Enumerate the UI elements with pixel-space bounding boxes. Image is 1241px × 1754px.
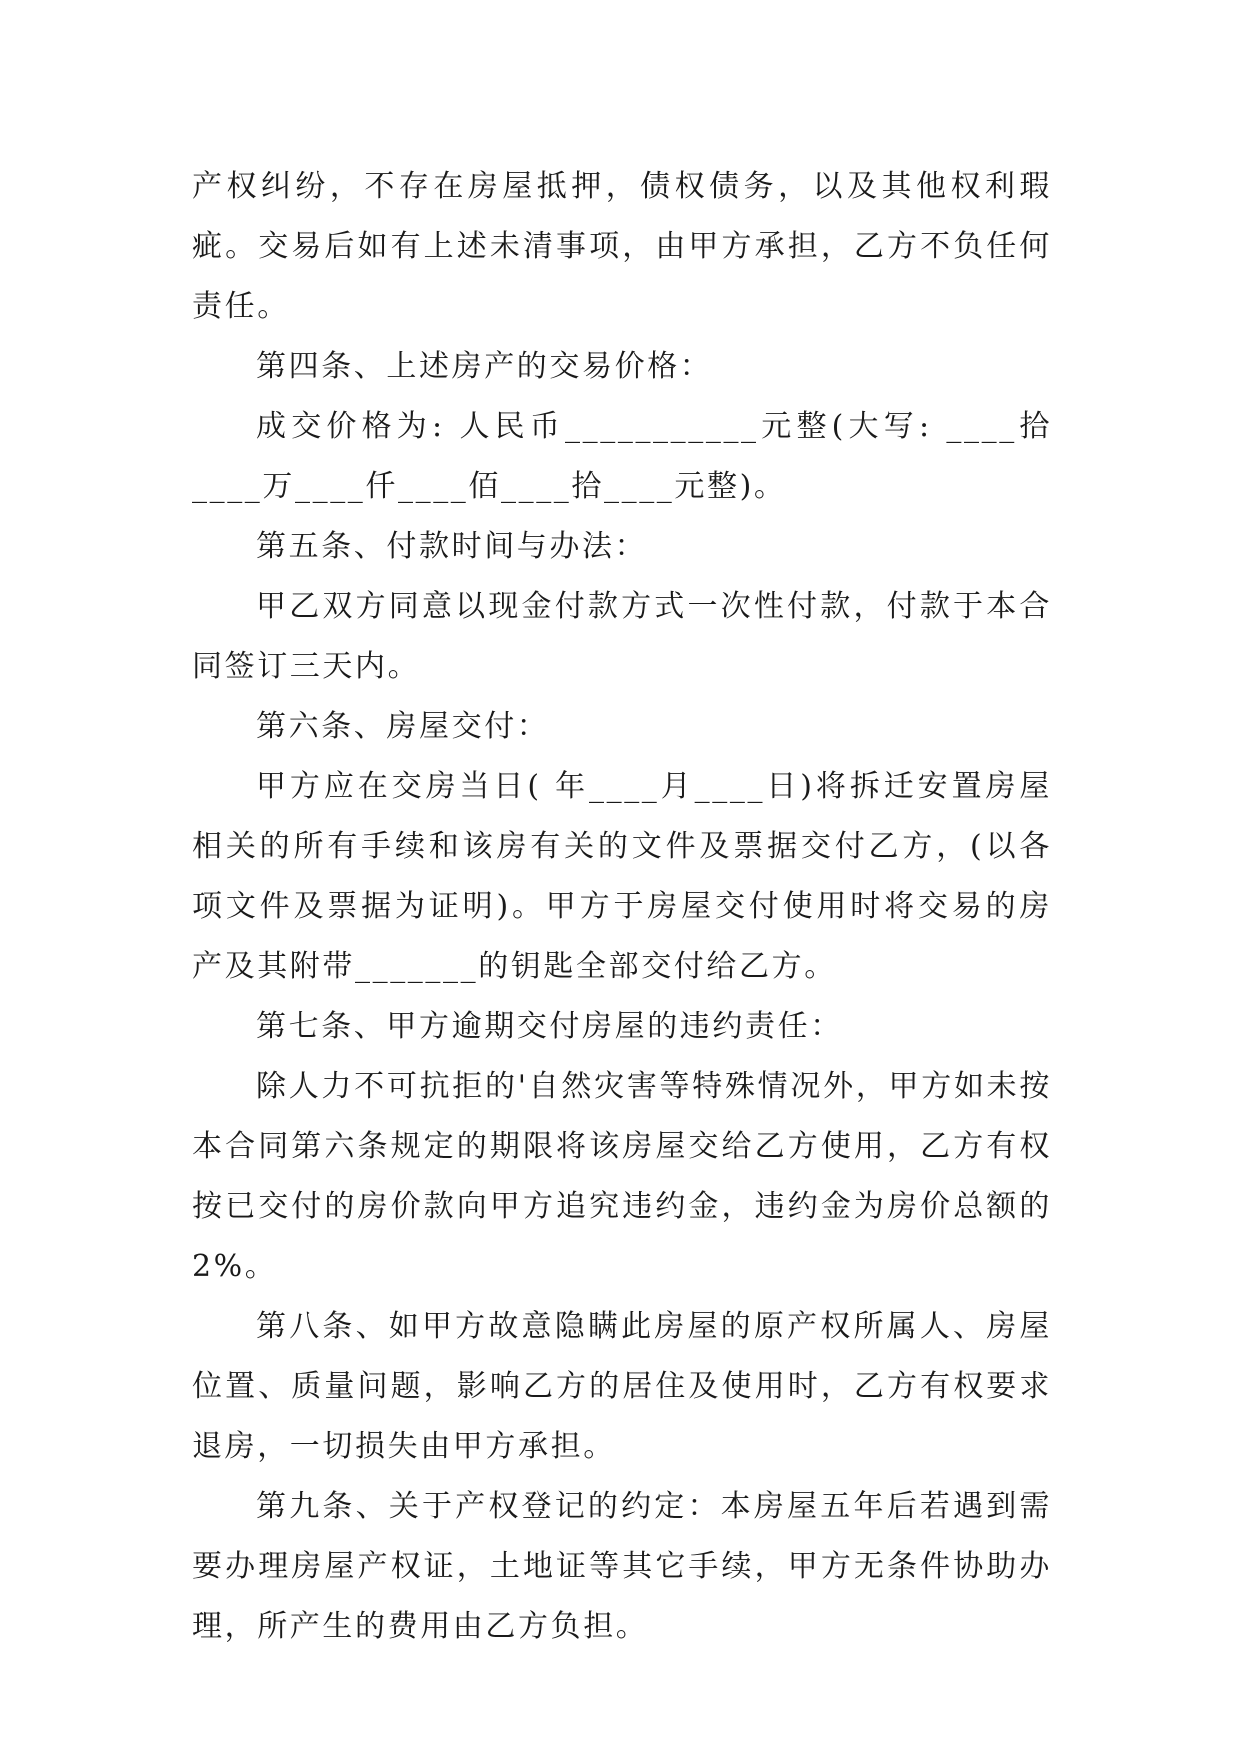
paragraph-breach-liability: 除人力不可抗拒的'自然灾害等特殊情况外，甲方如未按本合同第六条规定的期限将该房屋交给乙方使用，乙方有权按已交付的房价款向甲方追究违约金，违约金为房价总额的 2%。 — [192, 1069, 1052, 1284]
paragraph-payment-method: 甲乙双方同意以现金付款方式一次性付款，付款于本合同签订三天内。 — [192, 589, 1052, 684]
paragraph-house-delivery: 甲方应在交房当日( 年____月____日)将拆迁安置房屋相关的所有手续和该房有关的文件及票据交付乙方，(以各项文件及票据为证明)。甲方于房屋交付使用时将交易的房产及其附带_______的钥匙全部交付给乙方。 — [192, 769, 1052, 984]
article-8-paragraph: 第八条、如甲方故意隐瞒此房屋的原产权所属人、房屋位置、质量问题，影响乙方的居住及使用时，乙方有权要求退房，一切损失由甲方承担。 — [192, 1309, 1052, 1464]
article-5-heading: 第五条、付款时间与办法： — [256, 529, 648, 564]
article-4-heading: 第四条、上述房产的交易价格： — [256, 349, 713, 384]
document-body — [192, 157, 1052, 1657]
paragraph-property-disputes: 产权纠纷，不存在房屋抵押，债权债务，以及其他权利瑕疵。交易后如有上述未清事项，由甲方承担，乙方不负任何责任。 — [192, 169, 1052, 324]
article-7-heading: 第七条、甲方逾期交付房屋的违约责任： — [256, 1009, 843, 1044]
paragraph-transaction-price: 成交价格为: 人民币___________元整(大写: ____拾____万____仟____佰____拾____元整)。 — [192, 409, 1052, 504]
article-9-paragraph: 第九条、关于产权登记的约定：本房屋五年后若遇到需要办理房屋产权证，土地证等其它手续，甲方无条件协助办理，所产生的费用由乙方负担。 — [192, 1489, 1052, 1644]
article-6-heading: 第六条、房屋交付： — [256, 709, 550, 744]
